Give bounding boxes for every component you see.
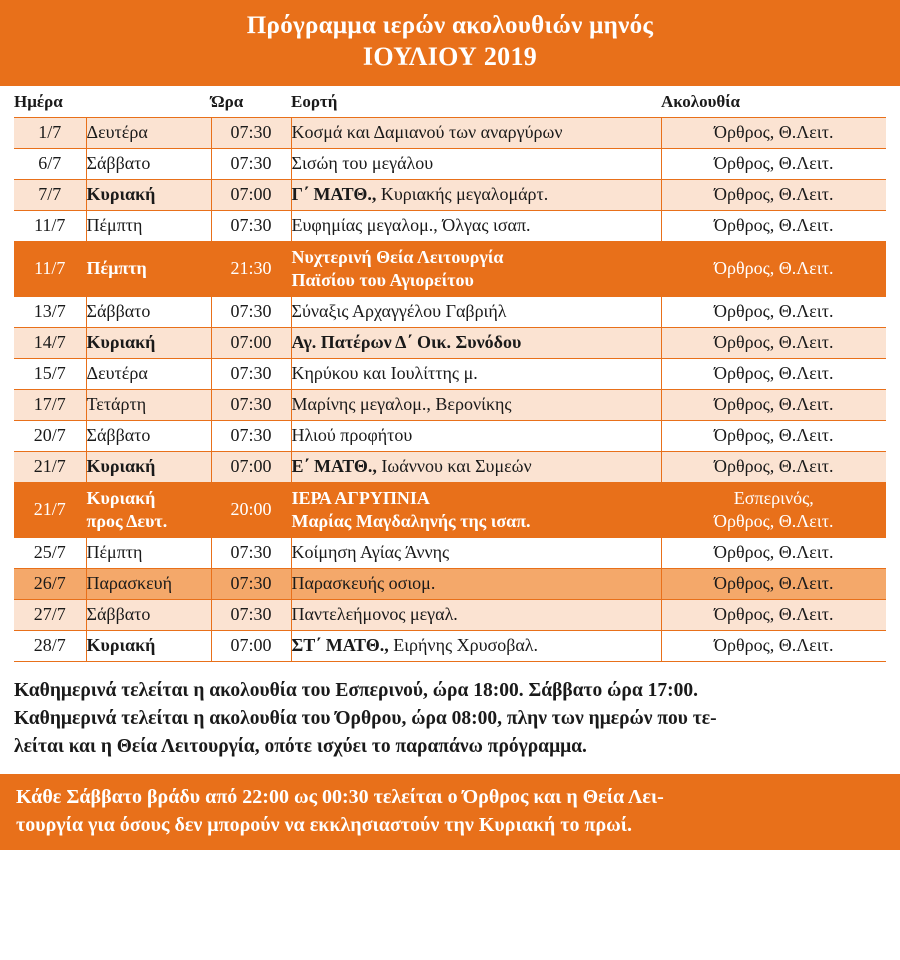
cell-day: Δευτέρα: [86, 117, 211, 148]
cell-service: Όρθρος, Θ.Λειτ.: [661, 296, 886, 327]
note-line-3: λείται και η Θεία Λειτουργία, οπότε ισχύει το παραπάνω πρόγραμμα.: [14, 735, 587, 757]
cell-date: 20/7: [14, 420, 86, 451]
table-row: [14, 568, 886, 599]
header-banner: [0, 0, 900, 86]
cell-date: 27/7: [14, 599, 86, 630]
cell-time: 07:30: [211, 599, 291, 630]
table-row: [14, 451, 886, 482]
cell-day: Πέμπτη: [86, 241, 211, 296]
banner-title-line2: ΙΟΥΛΙΟΥ 2019: [362, 42, 538, 72]
cell-feast: Σισώη του μεγάλου: [291, 148, 661, 179]
cell-day: Παρασκευή: [86, 568, 211, 599]
cell-date: 11/7: [14, 241, 86, 296]
table-row: [14, 296, 886, 327]
cell-feast: Ευφημίας μεγαλομ., Όλγας ισαπ.: [291, 210, 661, 241]
cell-time: 07:30: [211, 210, 291, 241]
cell-day: Σάββατο: [86, 420, 211, 451]
cell-time: 07:30: [211, 568, 291, 599]
column-header-date: Ημέρα: [14, 86, 86, 118]
cell-feast: Κοίμηση Αγίας Άννης: [291, 537, 661, 568]
cell-date: 13/7: [14, 296, 86, 327]
cell-day: Τετάρτη: [86, 389, 211, 420]
cell-service: Όρθρος, Θ.Λειτ.: [661, 451, 886, 482]
cell-service: Όρθρος, Θ.Λειτ.: [661, 148, 886, 179]
cell-feast: Γ΄ ΜΑΤΘ., Κυριακής μεγαλομάρτ.: [291, 179, 661, 210]
cell-day: Σάββατο: [86, 148, 211, 179]
cell-day: Κυριακή: [86, 327, 211, 358]
cell-service: Όρθρος, Θ.Λειτ.: [661, 358, 886, 389]
schedule-table: [14, 86, 886, 662]
note-line-1: Καθημερινά τελείται η ακολουθία του Εσπερινού, ώρα 18:00. Σάββατο ώρα 17:00.: [14, 679, 698, 701]
cell-day: Δευτέρα: [86, 358, 211, 389]
table-header-row: [14, 86, 886, 118]
cell-time: 07:30: [211, 537, 291, 568]
table-row: [14, 179, 886, 210]
banner-title-line1: Πρόγραμμα ιερών ακολουθιών μηνός: [246, 12, 654, 39]
cell-date: 1/7: [14, 117, 86, 148]
cell-service: Όρθρος, Θ.Λειτ.: [661, 389, 886, 420]
table-row: [14, 630, 886, 661]
footer-line-1: Κάθε Σάββατο βράδυ από 22:00 ως 00:30 τελείται ο Όρθρος και η Θεία Λει-: [16, 785, 664, 808]
cell-day: Κυριακή: [86, 451, 211, 482]
table-row: [14, 389, 886, 420]
cell-service: Όρθρος, Θ.Λειτ.: [661, 537, 886, 568]
cell-day: Πέμπτη: [86, 210, 211, 241]
cell-day: Σάββατο: [86, 599, 211, 630]
cell-feast: Μαρίνης μεγαλομ., Βερονίκης: [291, 389, 661, 420]
cell-time: 07:30: [211, 420, 291, 451]
cell-feast: Κοσμά και Δαμιανού των αναργύρων: [291, 117, 661, 148]
cell-service: Όρθρος, Θ.Λειτ.: [661, 179, 886, 210]
cell-service: Όρθρος, Θ.Λειτ.: [661, 599, 886, 630]
cell-day: Σάββατο: [86, 296, 211, 327]
cell-day: Κυριακή προς Δευτ.: [86, 482, 211, 537]
cell-time: 07:00: [211, 630, 291, 661]
cell-time: 07:00: [211, 179, 291, 210]
cell-time: 07:30: [211, 296, 291, 327]
cell-time: 07:30: [211, 358, 291, 389]
table-row: [14, 482, 886, 537]
cell-time: 21:30: [211, 241, 291, 296]
column-header-feast: Εορτή: [291, 86, 661, 118]
cell-feast: Ηλιού προφήτου: [291, 420, 661, 451]
cell-service: Όρθρος, Θ.Λειτ.: [661, 241, 886, 296]
cell-service: Όρθρος, Θ.Λειτ.: [661, 420, 886, 451]
cell-time: 20:00: [211, 482, 291, 537]
cell-day: Πέμπτη: [86, 537, 211, 568]
cell-date: 7/7: [14, 179, 86, 210]
cell-time: 07:30: [211, 389, 291, 420]
cell-time: 07:30: [211, 148, 291, 179]
table-row: [14, 148, 886, 179]
cell-date: 11/7: [14, 210, 86, 241]
cell-date: 14/7: [14, 327, 86, 358]
cell-service: Όρθρος, Θ.Λειτ.: [661, 630, 886, 661]
cell-service: Όρθρος, Θ.Λειτ.: [661, 117, 886, 148]
cell-date: 21/7: [14, 451, 86, 482]
cell-date: 28/7: [14, 630, 86, 661]
cell-feast: Νυχτερινή Θεία Λειτουργία Παϊσίου του Αγιορείτου: [291, 241, 661, 296]
cell-feast: Ε΄ ΜΑΤΘ., Ιωάννου και Συμεών: [291, 451, 661, 482]
table-row: [14, 241, 886, 296]
cell-feast: Αγ. Πατέρων Δ΄ Οικ. Συνόδου: [291, 327, 661, 358]
table-row: [14, 537, 886, 568]
cell-time: 07:30: [211, 117, 291, 148]
cell-date: 26/7: [14, 568, 86, 599]
column-header-time: Ώρα: [211, 86, 291, 118]
table-row: [14, 210, 886, 241]
column-header-service: Ακολουθία: [661, 86, 886, 118]
cell-day: Κυριακή: [86, 630, 211, 661]
cell-date: 17/7: [14, 389, 86, 420]
cell-service: Εσπερινός, Όρθρος, Θ.Λειτ.: [661, 482, 886, 537]
note-line-2: Καθημερινά τελείται η ακολουθία του Όρθρου, ώρα 08:00, πλην των ημερών που τε-: [14, 707, 717, 729]
footer-line-2: τουργία για όσους δεν μπορούν να εκκλησιαστούν την Κυριακή το πρωί.: [16, 813, 632, 836]
notes-block: [14, 678, 886, 760]
cell-date: 6/7: [14, 148, 86, 179]
cell-date: 21/7: [14, 482, 86, 537]
table-row: [14, 327, 886, 358]
table-row: [14, 358, 886, 389]
cell-service: Όρθρος, Θ.Λειτ.: [661, 210, 886, 241]
cell-service: Όρθρος, Θ.Λειτ.: [661, 327, 886, 358]
cell-feast: Παντελεήμονος μεγαλ.: [291, 599, 661, 630]
cell-feast: Παρασκευής οσιομ.: [291, 568, 661, 599]
cell-date: 25/7: [14, 537, 86, 568]
cell-day: Κυριακή: [86, 179, 211, 210]
footer-banner: [0, 774, 900, 850]
cell-feast: Σύναξις Αρχαγγέλου Γαβριήλ: [291, 296, 661, 327]
cell-feast: Κηρύκου και Ιουλίττης μ.: [291, 358, 661, 389]
table-row: [14, 117, 886, 148]
cell-feast: ΙΕΡΑ ΑΓΡΥΠΝΙΑ Μαρίας Μαγδαληνής της ισαπ.: [291, 482, 661, 537]
cell-service: Όρθρος, Θ.Λειτ.: [661, 568, 886, 599]
cell-time: 07:00: [211, 327, 291, 358]
cell-time: 07:00: [211, 451, 291, 482]
cell-date: 15/7: [14, 358, 86, 389]
cell-feast: ΣΤ΄ ΜΑΤΘ., Ειρήνης Χρυσοβαλ.: [291, 630, 661, 661]
table-row: [14, 420, 886, 451]
column-header-day: [86, 86, 211, 118]
table-row: [14, 599, 886, 630]
